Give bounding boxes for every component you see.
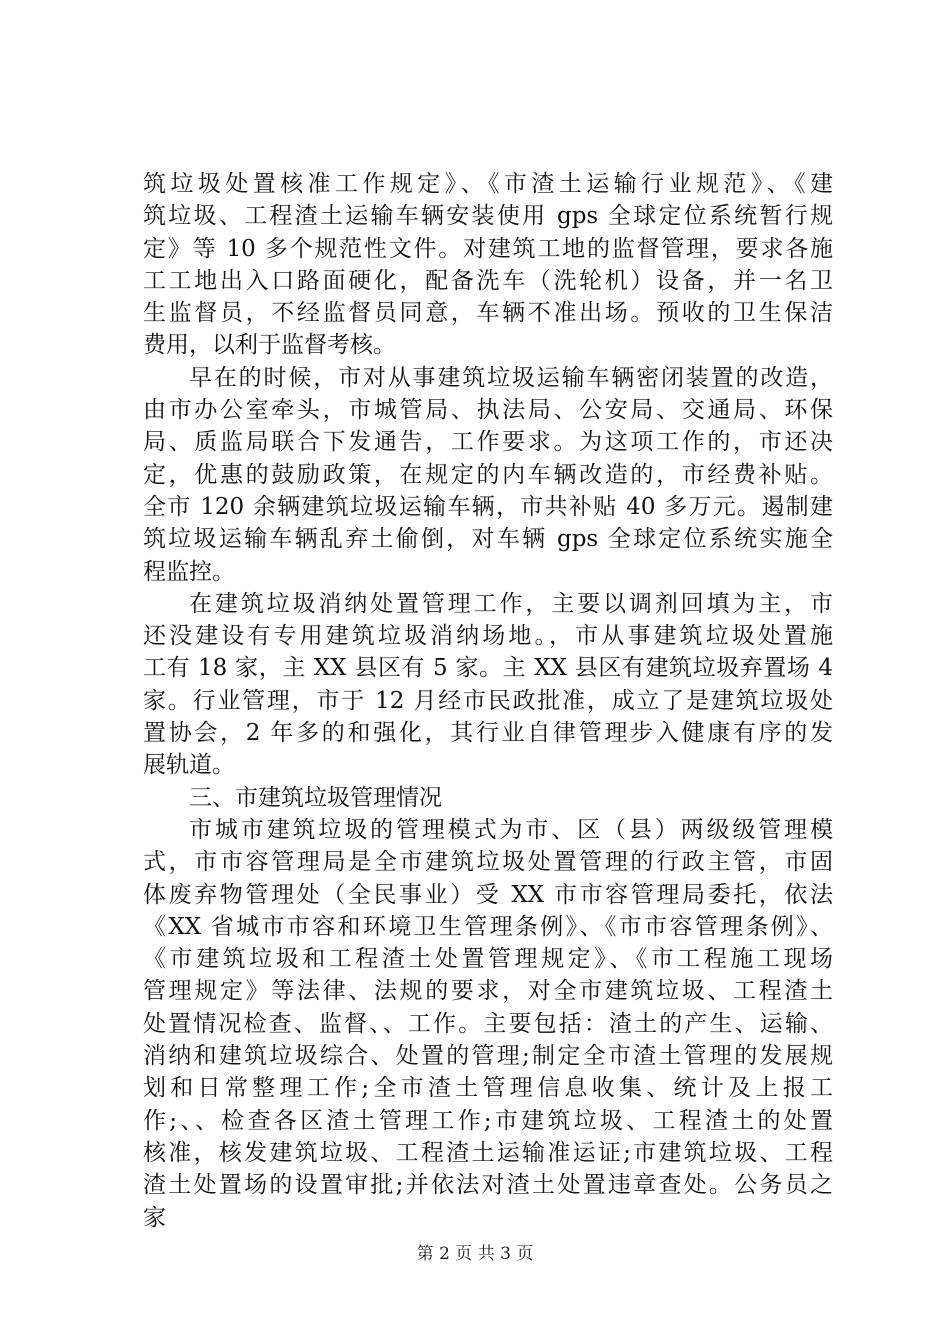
- text-line: 筑垃圾处置核准工作规定》、《市渣土运输行业规范》、《建: [143, 171, 833, 197]
- text-line: 还没建设有专用建筑垃圾消纳场地。，市从事建筑垃圾处置施: [143, 623, 833, 650]
- text-line: 筑垃圾、工程渣土运输车辆安装使用 gps 全球定位系统暂行规: [143, 203, 833, 230]
- text-line: 《市建筑垃圾和工程渣土处置管理规定》、《市工程施工现场: [143, 946, 833, 973]
- text-line: 局、质监局联合下发通告，工作要求。为这项工作的，市还决: [143, 429, 833, 456]
- text-line: 筑垃圾运输车辆乱弃土偷倒，对车辆 gps 全球定位系统实施全: [143, 526, 833, 553]
- text-line: 家。行业管理，市于 12 月经市民政批准，成立了是建筑垃圾处: [143, 687, 833, 714]
- text-line: 市城市建筑垃圾的管理模式为市、区（县）两级级管理模: [189, 816, 833, 843]
- text-line: 划和日常整理工作;全市渣土管理信息收集、统计及上报工: [143, 1075, 833, 1102]
- text-line: 核准，核发建筑垃圾、工程渣土运输准运证;市建筑垃圾、工程: [143, 1139, 833, 1166]
- text-line: 消纳和建筑垃圾综合、处置的管理;制定全市渣土管理的发展规: [143, 1043, 833, 1070]
- text-line: 由市办公室牵头，市城管局、执法局、公安局、交通局、环保: [143, 397, 833, 424]
- page-number-footer: 第 2 页 共 3 页: [416, 1244, 534, 1264]
- text-line: 式，市市容管理局是全市建筑垃圾处置管理的行政主管，市固: [143, 849, 833, 876]
- text-line: 生监督员，不经监督员同意，车辆不准出场。预收的卫生保洁: [143, 300, 833, 327]
- text-line: 定》等 10 多个规范性文件。对建筑工地的监督管理，要求各施: [143, 235, 833, 262]
- text-line: 展轨道。: [143, 752, 235, 779]
- text-line: 早在的时候，市对从事建筑垃圾运输车辆密闭装置的改造，: [189, 364, 833, 391]
- text-line: 定，优惠的鼓励政策，在规定的内车辆改造的，市经费补贴。: [143, 461, 833, 488]
- text-line: 体废弃物管理处（全民事业）受 XX 市市容管理局委托，依法: [143, 881, 833, 908]
- text-line: 渣土处置场的设置审批;并依法对渣土处置违章查处。公务员之: [143, 1172, 833, 1199]
- section-heading: 三、市建筑垃圾管理情况: [189, 784, 442, 811]
- text-line: 程监控。: [143, 558, 235, 585]
- text-line: 费用，以利于监督考核。: [143, 332, 396, 359]
- text-line: 作;、、检查各区渣土管理工作;市建筑垃圾、工程渣土的处置: [143, 1107, 833, 1134]
- text-line: 管理规定》等法律、法规的要求，对全市建筑垃圾、工程渣土: [143, 978, 833, 1005]
- text-line: 《XX 省城市市容和环境卫生管理条例》、《市市容管理条例》、: [143, 913, 833, 940]
- text-line: 在建筑垃圾消纳处置管理工作，主要以调剂回填为主，市: [189, 590, 833, 617]
- text-line: 工工地出入口路面硬化，配备洗车（洗轮机）设备，并一名卫: [143, 267, 833, 294]
- text-line: 置协会，2 年多的和强化，其行业自律管理步入健康有序的发: [143, 720, 833, 747]
- text-line: 家: [143, 1204, 166, 1231]
- text-line: 处置情况检查、监督、、工作。主要包括：渣土的产生、运输、: [143, 1010, 833, 1037]
- document-body: [143, 168, 833, 1234]
- text-line: 工有 18 家，主 XX 县区有 5 家。主 XX 县区有建筑垃圾弃置场 4: [143, 655, 833, 682]
- text-line: 全市 120 余辆建筑垃圾运输车辆，市共补贴 40 多万元。遏制建: [143, 493, 833, 520]
